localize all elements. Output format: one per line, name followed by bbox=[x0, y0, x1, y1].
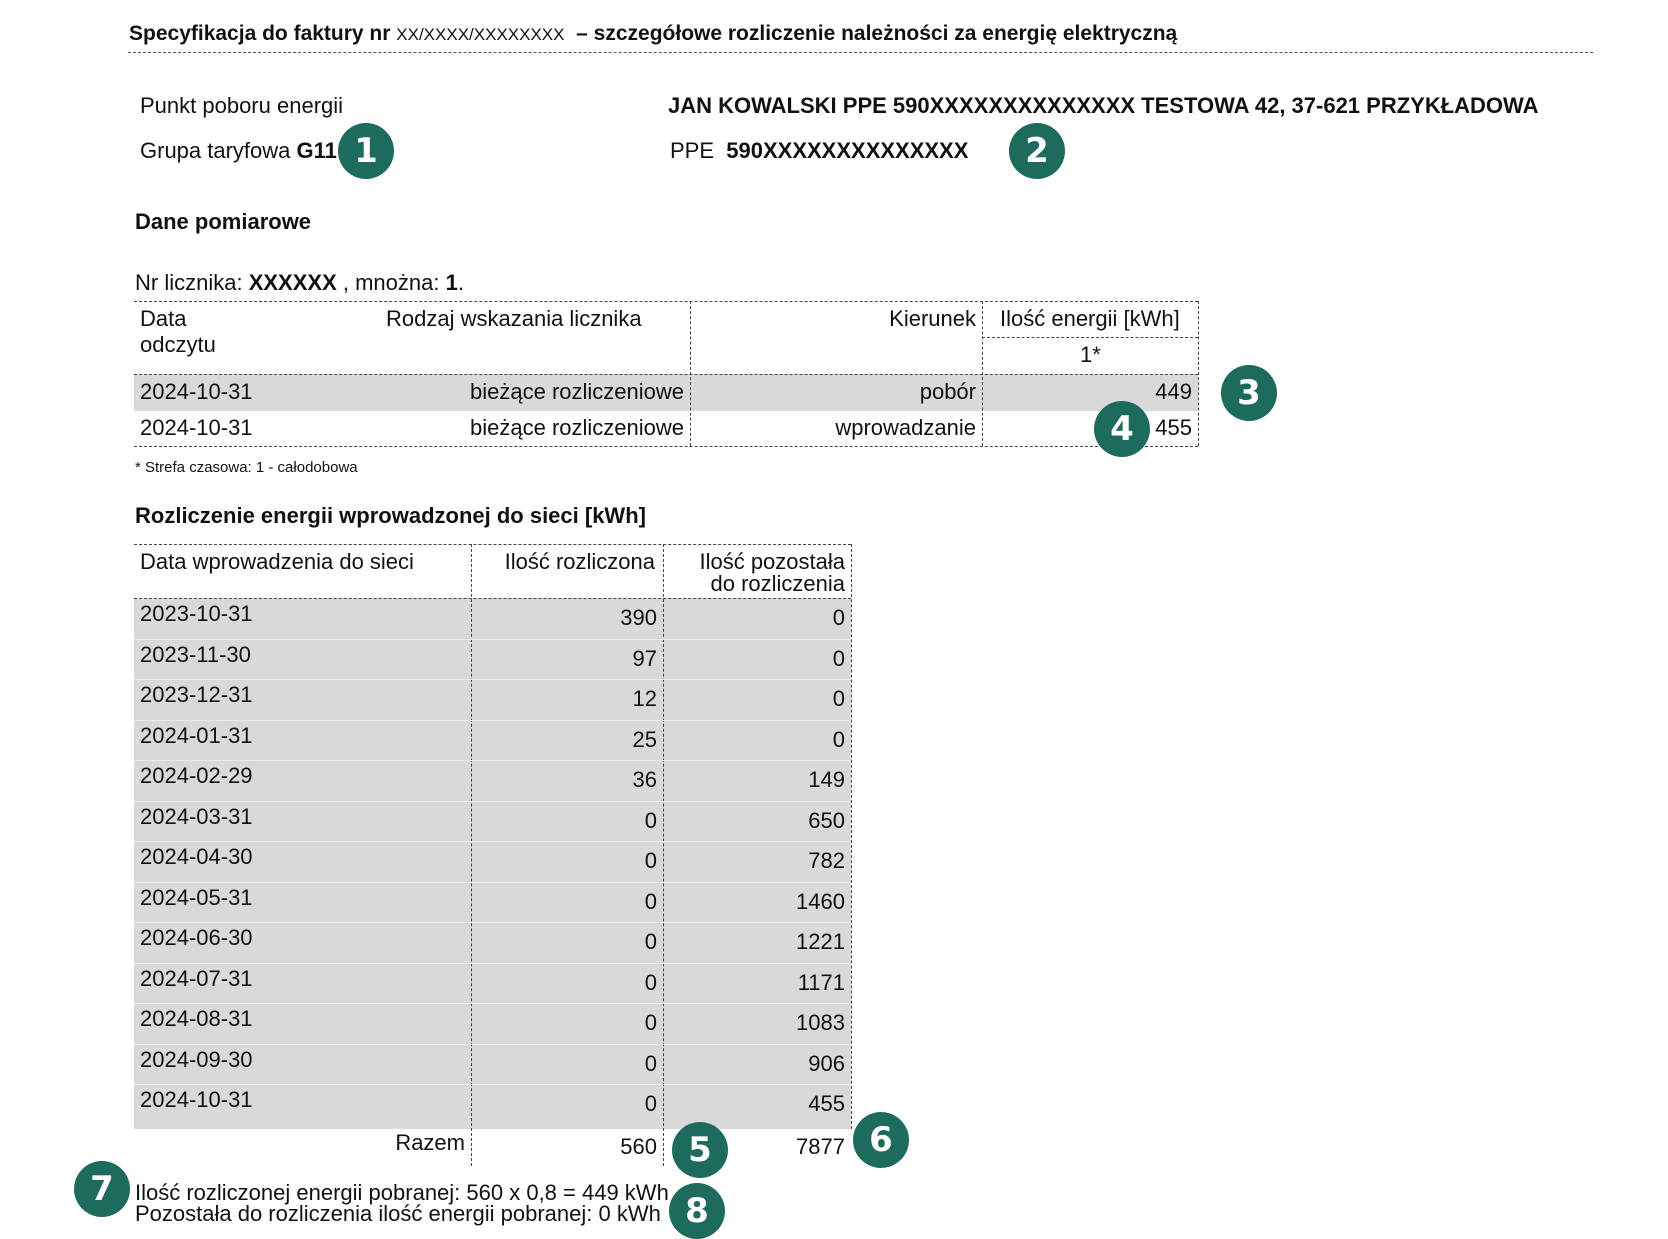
meter-info: Nr licznika: XXXXXX , mnożna: 1. bbox=[135, 270, 464, 295]
total-settled: 560 bbox=[620, 1134, 657, 1159]
cell-remaining: 455 bbox=[808, 1091, 845, 1116]
cell-settled: 97 bbox=[632, 645, 657, 671]
cell-date: 2024-01-31 bbox=[140, 722, 253, 748]
row-separator bbox=[134, 720, 851, 721]
col-date-2: odczytu bbox=[140, 332, 216, 357]
row-separator bbox=[134, 639, 851, 640]
measurement-heading: Dane pomiarowe bbox=[135, 209, 312, 234]
cell-remaining: 0 bbox=[832, 726, 845, 752]
cell-date: 2023-12-31 bbox=[140, 682, 253, 707]
cell-date: 2024-09-30 bbox=[140, 1046, 253, 1072]
cell-remaining: 906 bbox=[808, 1050, 845, 1076]
row-separator bbox=[134, 1084, 851, 1085]
badge-5: 5 bbox=[672, 1122, 728, 1178]
cell-remaining: 782 bbox=[808, 848, 845, 873]
row-separator bbox=[134, 882, 851, 883]
cell-settled: 0 bbox=[644, 807, 657, 833]
row-separator bbox=[134, 1044, 851, 1045]
badge-8: 8 bbox=[669, 1183, 725, 1239]
row-separator bbox=[134, 922, 851, 923]
col-settled: Ilość rozliczona bbox=[504, 549, 655, 574]
col-remaining-2: do rozliczenia bbox=[710, 571, 845, 596]
cell-remaining: 650 bbox=[808, 807, 845, 833]
title-divider bbox=[128, 52, 1593, 53]
row-separator bbox=[134, 1003, 851, 1004]
cell-settled: 0 bbox=[644, 929, 657, 954]
cell-remaining: 1083 bbox=[796, 1010, 845, 1035]
col-date: Data bbox=[140, 306, 187, 331]
cell-settled: 36 bbox=[632, 767, 657, 792]
row-separator bbox=[134, 801, 851, 802]
total-remaining: 7877 bbox=[796, 1134, 845, 1159]
cell-remaining: 1221 bbox=[796, 929, 845, 954]
cell-settled: 25 bbox=[632, 726, 657, 752]
cell-settled: 390 bbox=[620, 605, 657, 630]
badge-7: 7 bbox=[74, 1161, 130, 1217]
cell-date: 2024-03-31 bbox=[140, 803, 253, 829]
ppe-value: JAN KOWALSKI PPE 590XXXXXXXXXXXXXX TESTOWA 42, 37-621 PRZYKŁADOWA bbox=[668, 93, 1539, 118]
summary-line-2: Pozostała do rozliczenia ilość energii pobranej: 0 kWh bbox=[135, 1201, 661, 1226]
cell-remaining: 0 bbox=[832, 605, 845, 630]
col-energy: Ilość energii [kWh] bbox=[1000, 306, 1180, 331]
cell-remaining: 1171 bbox=[797, 969, 845, 995]
ppe-label: Punkt poboru energii bbox=[140, 93, 344, 118]
invoice-number: XX/XXXX/XXXXXXXX bbox=[396, 25, 565, 44]
tariff-value: G11 bbox=[296, 138, 337, 163]
footnote: * Strefa czasowa: 1 - całodobowa bbox=[135, 459, 358, 476]
cell-date: 2024-02-29 bbox=[140, 763, 253, 788]
ppe-short: PPE 590XXXXXXXXXXXXXX bbox=[670, 138, 969, 163]
ppe-short-value: 590XXXXXXXXXXXXXX bbox=[726, 138, 969, 163]
badge-4: 4 bbox=[1094, 401, 1150, 457]
meter-number: XXXXXX bbox=[248, 270, 337, 295]
cell-date: 2024-06-30 bbox=[140, 925, 253, 950]
col-type: Rodzaj wskazania licznika bbox=[386, 306, 642, 331]
cell-settled: 0 bbox=[644, 1091, 657, 1116]
cell-date: 2024-10-31 bbox=[140, 1087, 253, 1112]
cell-date: 2023-10-31 bbox=[140, 601, 253, 626]
cell-date: 2024-08-31 bbox=[140, 1006, 253, 1031]
cell-settled: 0 bbox=[644, 888, 657, 914]
badge-3: 3 bbox=[1221, 365, 1277, 421]
col-entry-date: Data wprowadzenia do sieci bbox=[140, 549, 414, 574]
tariff-group: Grupa taryfowa G11 bbox=[140, 138, 337, 163]
col-remaining: Ilość pozostała bbox=[699, 549, 845, 574]
col-zone: 1* bbox=[1080, 342, 1101, 367]
cell-settled: 0 bbox=[644, 1010, 657, 1035]
settlement-heading: Rozliczenie energii wprowadzonej do sieci [kWh] bbox=[135, 503, 646, 528]
cell-settled: 0 bbox=[644, 969, 657, 995]
cell-remaining: 1460 bbox=[796, 888, 845, 914]
cell-remaining: 149 bbox=[808, 767, 845, 792]
cell-remaining: 0 bbox=[832, 645, 845, 671]
cell-remaining: 0 bbox=[832, 686, 845, 711]
badge-1: 1 bbox=[338, 123, 394, 179]
row-separator bbox=[134, 760, 851, 761]
col-direction: Kierunek bbox=[889, 306, 976, 331]
row-separator bbox=[134, 841, 851, 842]
cell-settled: 0 bbox=[644, 1050, 657, 1076]
cell-date: 2024-04-30 bbox=[140, 844, 253, 869]
summary-line-1: Ilość rozliczonej energii pobranej: 560 x 0,8 = 449 kWh bbox=[135, 1180, 669, 1205]
badge-6: 6 bbox=[853, 1112, 909, 1168]
cell-date: 2024-05-31 bbox=[140, 884, 253, 910]
badge-2: 2 bbox=[1009, 123, 1065, 179]
cell-settled: 12 bbox=[632, 686, 657, 711]
document-title: Specyfikacja do faktury nr XX/XXXX/XXXXXXXX – szczegółowe rozliczenie należności za energię elektryczną bbox=[129, 22, 1178, 45]
cell-date: 2024-07-31 bbox=[140, 965, 253, 991]
cell-date: 2023-11-30 bbox=[140, 641, 251, 667]
multiplier-value: 1 bbox=[445, 270, 458, 295]
row-separator bbox=[134, 963, 851, 964]
cell-settled: 0 bbox=[644, 848, 657, 873]
total-label: Razem bbox=[395, 1130, 465, 1155]
row-separator bbox=[134, 679, 851, 680]
